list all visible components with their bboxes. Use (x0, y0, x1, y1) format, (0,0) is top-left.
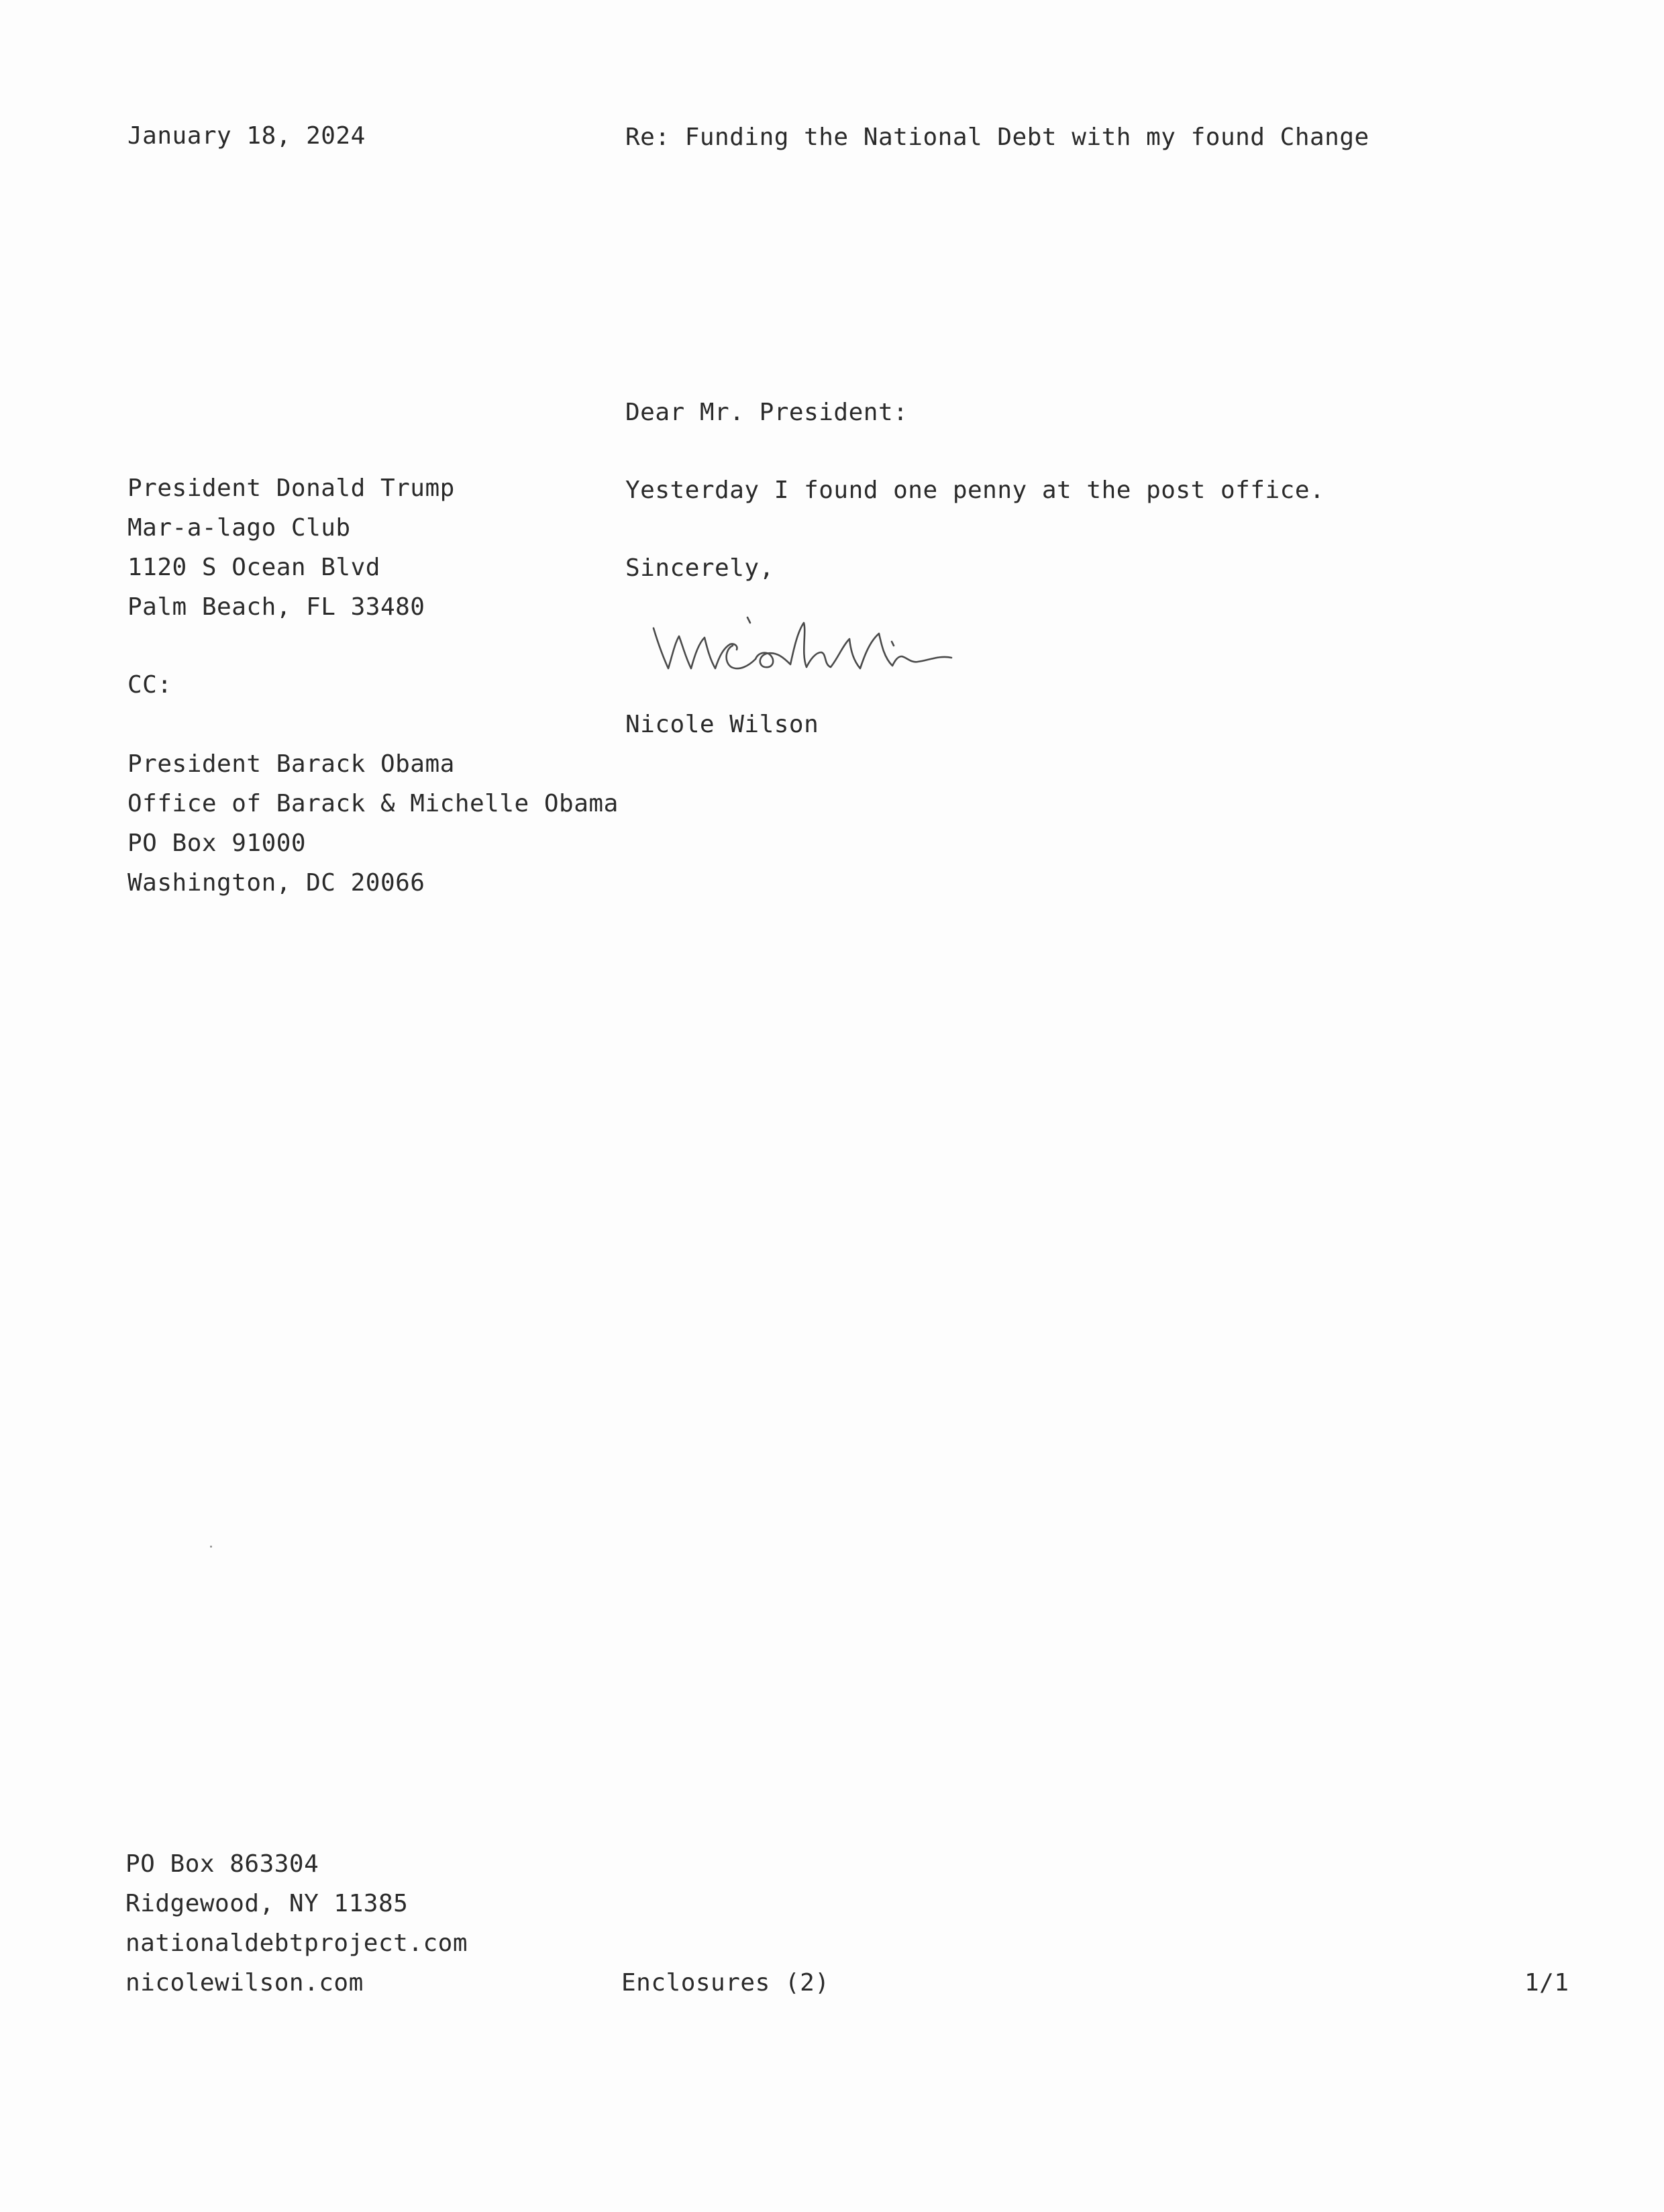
signature-image (648, 612, 964, 685)
sender-line-1: PO Box 863304 (125, 1850, 319, 1878)
cc-label: CC: (127, 671, 172, 699)
sender-website-2: nicolewilson.com (125, 1969, 364, 1997)
letter-body: Yesterday I found one penny at the post office. (625, 476, 1325, 504)
scan-speck (210, 1546, 212, 1548)
salutation: Dear Mr. President: (625, 399, 908, 426)
sender-website-1: nationaldebtproject.com (125, 1929, 468, 1957)
signer-name: Nicole Wilson (625, 711, 819, 738)
closing: Sincerely, (625, 554, 774, 582)
page-number: 1/1 (1524, 1969, 1569, 1997)
letter-date: January 18, 2024 (127, 122, 366, 150)
cc-recipient-name: President Barack Obama (127, 750, 455, 778)
recipient-address (127, 468, 455, 627)
recipient-line-3: 1120 S Ocean Blvd (127, 554, 380, 581)
recipient-line-2: Mar-a-lago Club (127, 514, 351, 542)
subject-line: Re: Funding the National Debt with my found Change (625, 123, 1369, 151)
recipient-line-4: Palm Beach, FL 33480 (127, 593, 425, 621)
enclosures-note: Enclosures (2) (621, 1969, 830, 1997)
cc-recipient-line-4: Washington, DC 20066 (127, 869, 425, 897)
sender-line-2: Ridgewood, NY 11385 (125, 1890, 409, 1917)
cc-recipient-address (127, 744, 619, 903)
sender-address (125, 1844, 468, 2003)
recipient-name: President Donald Trump (127, 474, 455, 502)
cc-recipient-line-3: PO Box 91000 (127, 830, 307, 857)
cc-recipient-line-2: Office of Barack & Michelle Obama (127, 790, 619, 817)
